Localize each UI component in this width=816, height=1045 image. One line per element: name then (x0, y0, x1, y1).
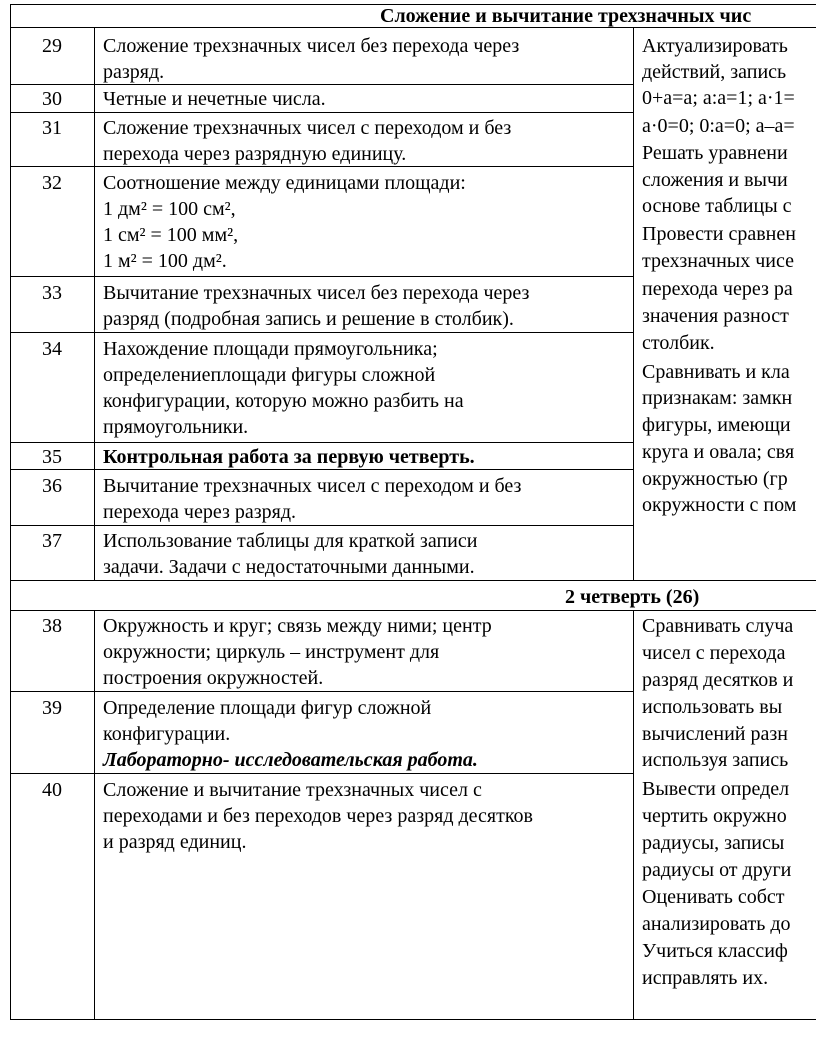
right-col-text: используя запись (642, 749, 789, 771)
right-col-text: 0+a=a; a:a=1; a·1= (642, 87, 795, 109)
row-text: построения окружностей. (103, 667, 324, 689)
row-divider (10, 691, 633, 692)
right-col-text: a·0=0; 0:a=0; a–a= (642, 115, 795, 137)
col-divider-num (94, 610, 95, 1020)
right-col-text: радиусы, записы (642, 832, 785, 854)
row-text: 1 дм² = 100 см², (103, 198, 236, 220)
row-text: 1 см² = 100 мм², (103, 224, 239, 246)
right-col-text: радиусы от други (642, 859, 792, 881)
right-col-text: трехзначных чисе (642, 250, 794, 272)
row-text: прямоугольники. (103, 416, 249, 438)
right-col-text: Провести сравнен (642, 223, 796, 245)
row-text: Определение площади фигур сложной (103, 697, 432, 719)
right-col-text: фигуры, имеющи (642, 414, 791, 436)
row-text: Нахождение площади прямоугольника; (103, 338, 438, 360)
right-col-text: Учиться классиф (642, 940, 788, 962)
row-number: 33 (42, 282, 62, 304)
right-col-text: использовать вы (642, 696, 783, 718)
row-divider (10, 442, 633, 443)
row-text: переходами и без переходов через разряд десятков (103, 805, 533, 827)
row-text: Вычитание трехзначных чисел без перехода через (103, 282, 530, 304)
right-col-text: окружности с пом (642, 494, 797, 516)
rule-section-bottom (10, 610, 816, 611)
row-number: 35 (42, 446, 62, 468)
row-text: 1 м² = 100 дм². (103, 250, 227, 272)
row-text: и разряд единиц. (103, 831, 247, 853)
row-number: 37 (42, 530, 62, 552)
row-text: Соотношение между единицами площади: (103, 172, 466, 194)
section-title: Сложение и вычитание трехзначных чис (380, 5, 752, 27)
row-text: разряд. (103, 61, 165, 83)
row-text: конфигурации, которую можно разбить на (103, 390, 464, 412)
right-col-text: действий, запись (642, 61, 787, 83)
row-text: задачи. Задачи с недостаточными данными. (103, 556, 475, 578)
right-col-text: Сравнивать и кла (642, 361, 790, 383)
right-col-text: признакам: замкн (642, 387, 793, 409)
row-text: конфигурации. (103, 723, 231, 745)
row-divider (10, 332, 633, 333)
row-number: 39 (42, 697, 62, 719)
right-col-text: исправлять их. (642, 967, 769, 989)
right-col-text: Решать уравнени (642, 142, 788, 164)
col-divider-num (94, 27, 95, 581)
right-col-text: разряд десятков и (642, 669, 794, 691)
right-col-text: круга и овала; свя (642, 441, 795, 463)
row-text: Использование таблицы для краткой записи (103, 530, 478, 552)
rule-left (10, 4, 11, 1020)
right-col-text: сложения и вычи (642, 169, 788, 191)
row-text: перехода через разряд. (103, 501, 297, 523)
row-text: Сложение трехзначных чисел с переходом и без (103, 117, 512, 139)
row-number: 38 (42, 615, 62, 637)
right-col-text: Сравнивать случа (642, 615, 794, 637)
right-col-text: Оценивать собст (642, 886, 785, 908)
right-col-text: вычислений разн (642, 723, 788, 745)
row-text: Сложение трехзначных чисел без перехода через (103, 35, 520, 57)
right-col-text: Актуализировать (642, 35, 788, 57)
right-col-text: окружностью (гр (642, 468, 788, 490)
row-text: окружности; циркуль – инструмент для (103, 641, 440, 663)
row-text: Сложение и вычитание трехзначных чисел с (103, 779, 482, 801)
rule-bottom (10, 1019, 816, 1020)
row-text: Окружность и круг; связь между ними; центр (103, 615, 492, 637)
row-number: 34 (42, 338, 62, 360)
right-col-text: Вывести определ (642, 778, 790, 800)
right-col-text: столбик. (642, 332, 715, 354)
right-col-text: чисел с перехода (642, 642, 786, 664)
row-number: 32 (42, 172, 62, 194)
row-number: 36 (42, 475, 62, 497)
row-text: разряд (подробная запись и решение в столбик). (103, 308, 514, 330)
row-divider (10, 525, 633, 526)
row-text-bold: Контрольная работа за первую четверть. (103, 446, 475, 468)
row-number: 30 (42, 88, 62, 110)
row-number: 40 (42, 779, 62, 801)
row-divider (10, 773, 633, 774)
right-col-text: чертить окружно (642, 805, 787, 827)
row-text-bold-italic: Лабораторно- исследовательская работа. (103, 749, 478, 771)
row-divider (10, 112, 633, 113)
right-col-text: перехода через ра (642, 278, 793, 300)
row-text: Вычитание трехзначных чисел с переходом и без (103, 475, 522, 497)
right-col-text: значения разност (642, 305, 789, 327)
row-text: определениеплощади фигуры сложной (103, 364, 436, 386)
right-col-text: основе таблицы с (642, 195, 792, 217)
col-divider-right (633, 27, 634, 581)
right-col-text: анализировать до (642, 913, 791, 935)
row-divider (10, 276, 633, 277)
row-number: 31 (42, 117, 62, 139)
rule-section-top (10, 580, 816, 581)
row-text: Четные и нечетные числа. (103, 88, 326, 110)
col-divider-right (633, 610, 634, 1020)
section-title: 2 четверть (26) (565, 586, 700, 608)
row-text: перехода через разрядную единицу. (103, 143, 407, 165)
row-number: 29 (42, 35, 62, 57)
